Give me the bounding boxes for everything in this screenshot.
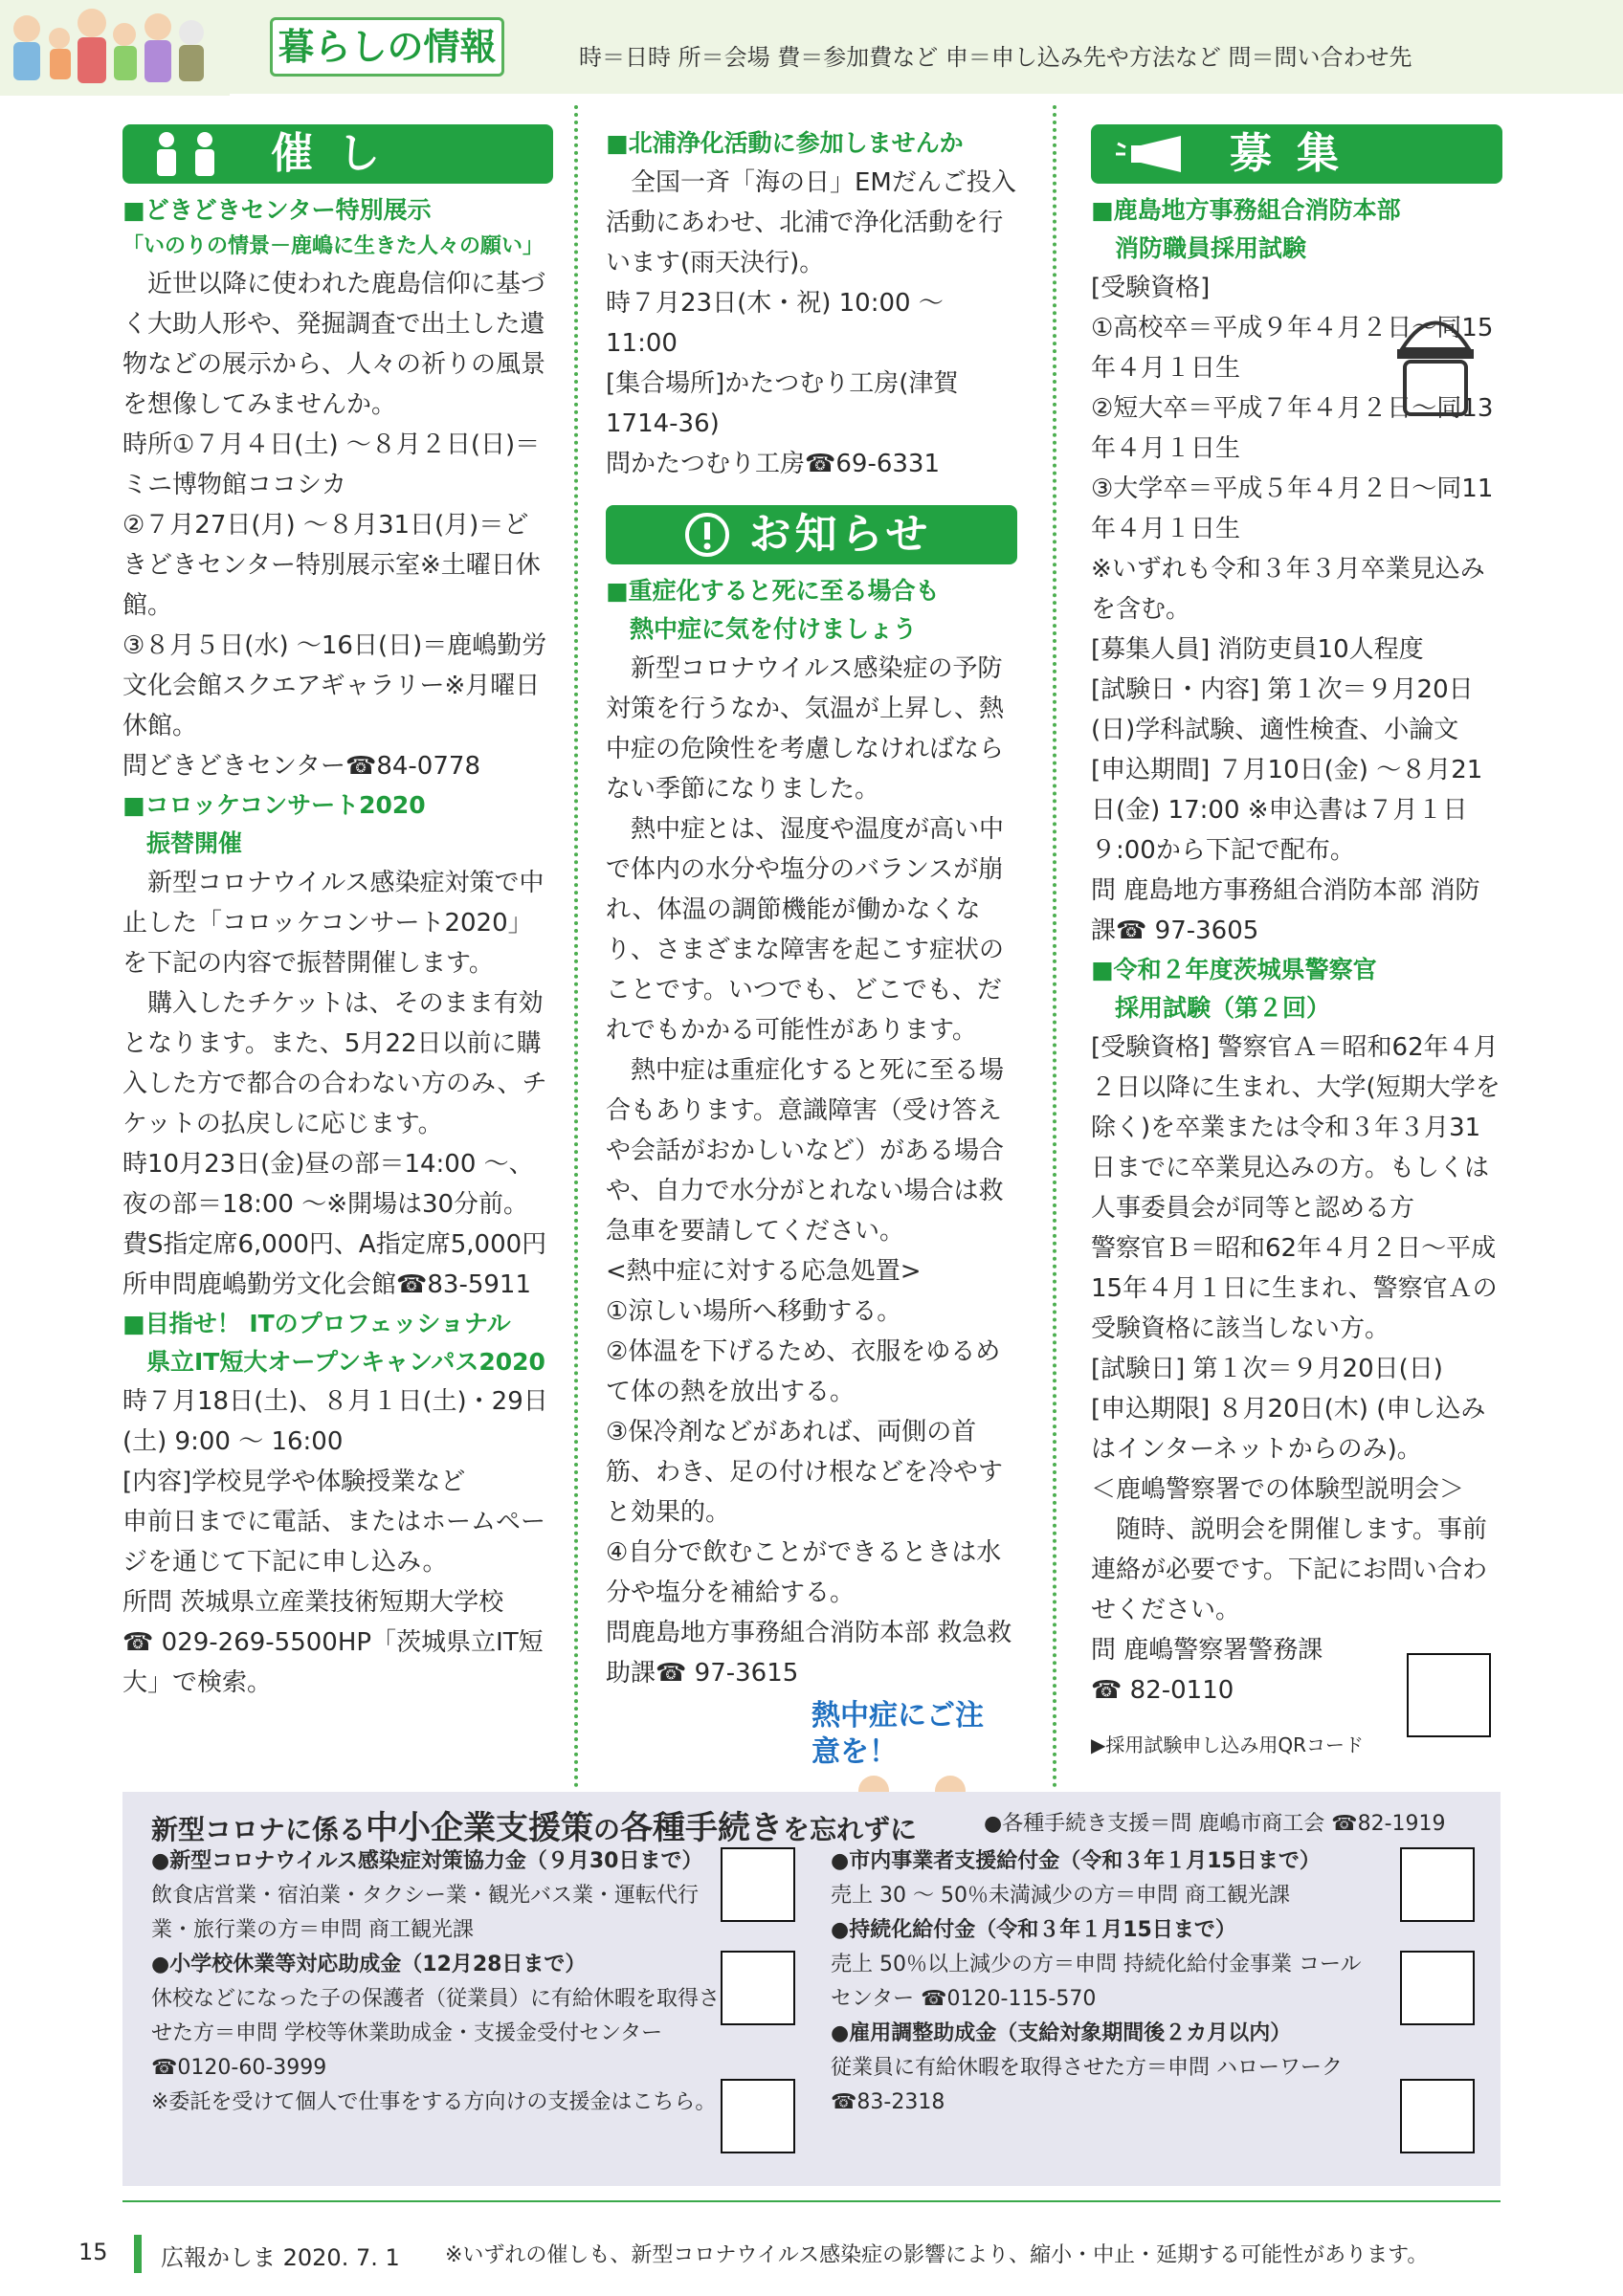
- text-line: [内容]学校見学や体験授業など: [122, 1468, 466, 1496]
- qr-code[interactable]: [721, 2079, 795, 2153]
- text-line: ☎ 029-269-5500HP「茨城県立IT短大」で検索。: [122, 1628, 544, 1697]
- support-item-text: 売上 30 ～ 50％未満減少の方＝申問 商工観光課: [831, 1884, 1290, 1908]
- text-line: 時所①７月４日(土) ～８月２日(日)＝ミニ博物館ココシカ: [122, 430, 541, 499]
- text-line: 問かたつむり工房☎69-6331: [606, 450, 941, 478]
- people-icon: [145, 130, 232, 178]
- text-line: 新型コロナウイルス感染症対策で中止した「コロッケコンサート2020」を下記の内容で振替開催します。: [122, 869, 545, 978]
- text-line: 所問 茨城県立産業技術短期大学校: [122, 1588, 504, 1617]
- support-item-title: ●持続化給付金（令和３年１月15日まで）: [831, 1918, 1236, 1942]
- text-line: [受験資格] 警察官Ａ＝昭和62年４月２日以降に生まれ、大学(短期大学を除く)を卒業または令和３年３月31日までに卒業見込みの方。もしくは人事委員会が同等と認める方: [1091, 1033, 1501, 1223]
- text-line: ④自分で飲むことができるときは水分や塩分を補給する。: [606, 1538, 1002, 1607]
- text-line: 申前日までに電話、またはホームページを通じて下記に申し込み。: [122, 1508, 546, 1577]
- text-line: 随時、説明会を開催します。事前連絡が必要です。下記にお問い合わせください。: [1091, 1515, 1487, 1624]
- item-heading: ■重症化すると死に至る場合も: [606, 577, 940, 605]
- events-content: [122, 191, 553, 1703]
- qr-code[interactable]: [721, 1951, 795, 2025]
- qr-code[interactable]: [1400, 1847, 1475, 1922]
- support-right-list: [831, 1844, 1367, 2120]
- text-line: [申込期限] ８月20日(木) (申し込みはインターネットからのみ)。: [1091, 1395, 1486, 1464]
- text-line: 問鹿島地方事務組合消防本部 救急救助課☎ 97-3615: [606, 1619, 1012, 1688]
- heatstroke-caution-text: 熱中症にご注意を！: [812, 1699, 984, 1769]
- text-line: ③８月５日(水) ～16日(日)＝鹿嶋勤労文化会館スクエアギャラリー※月曜日休館。: [122, 631, 547, 740]
- text-line: 問 鹿嶋警察署警務課: [1091, 1636, 1323, 1665]
- cleanup-event: [606, 124, 1017, 484]
- support-item-text: 飲食店営業・宿泊業・タクシー業・観光バス業・運転代行業・旅行業の方＝申問 商工観光課: [151, 1884, 700, 1942]
- text-line: 近世以降に使われた鹿島信仰に基づく大助人形や、発掘調査で出土した遺物などの展示から、人々の祈りの風景を想像してみませんか。: [122, 270, 546, 419]
- support-item-text: 休校などになった子の保護者（従業員）に有給休暇を取得させた方＝申問 学校等休業助成金・支援金受付センター☎0120-60-3999: [151, 1987, 721, 2080]
- text-line: ※いずれも令和３年３月卒業見込みを含む。: [1091, 555, 1485, 624]
- text-line: 購入したチケットは、そのまま有効となります。また、5月22日以前に購入した方で都合の合わない方のみ、チケットの払戻しに応じます。: [122, 989, 547, 1138]
- text-line: 時10月23日(金)昼の部＝14:00 ～、夜の部＝18:00 ～※開場は30分前。: [122, 1150, 534, 1219]
- text-line: 熱中症とは、湿度や温度が高い中で体内の水分や塩分のバランスが崩れ、体温の調節機能が働かなくなり、さまざまな障害を起こす症状のことです。いつでも、どこでも、だれでもかかる可能性があります。: [606, 815, 1005, 1045]
- text-line: [試験日・内容] 第１次＝９月20日(日)学科試験、適性検査、小論文: [1091, 675, 1474, 744]
- events-banner-label: 催し: [271, 129, 405, 178]
- firefighter-helmet-icon: [1388, 297, 1483, 421]
- text-line: ③大学卒＝平成５年４月２日～同11年４月１日生: [1091, 475, 1494, 543]
- text-line: 問どきどきセンター☎84-0778: [122, 752, 480, 781]
- text-line: ③保冷剤などがあれば、両側の首筋、わき、足の付け根などを冷やすと効果的。: [606, 1418, 1003, 1527]
- qr-code[interactable]: [721, 1847, 795, 1922]
- qr-area: [1091, 1711, 1502, 1787]
- text-line: 所申問鹿嶋勤労文化会館☎83-5911: [122, 1270, 532, 1299]
- item-heading: 熱中症に気を付けましょう: [606, 615, 918, 643]
- qr-code[interactable]: [1400, 2079, 1475, 2153]
- text-line: [試験日] 第１次＝９月20日(日): [1091, 1355, 1443, 1383]
- support-contact: ●各種手続き支援＝問 鹿嶋市商工会 ☎82-1919: [984, 1812, 1446, 1836]
- recruitment-qr-code[interactable]: [1407, 1653, 1491, 1737]
- support-item-title: ●小学校休業等対応助成金（12月28日まで）: [151, 1953, 587, 1976]
- qr-code[interactable]: [1400, 1951, 1475, 2025]
- item-heading: 消防職員採用試験: [1091, 234, 1307, 262]
- column-divider: [574, 105, 578, 1789]
- recruitment-column: [1091, 124, 1502, 1787]
- abbreviation-legend: 時＝日時 所＝会場 費＝参加費など 申＝申し込み先や方法など 問＝問い合わせ先: [579, 44, 1412, 71]
- column-divider: [1053, 105, 1056, 1789]
- support-heading: 新型コロナに係る中小企業支援策の各種手続きを忘れずに: [151, 1809, 918, 1847]
- text-line: ②短大卒＝平成７年４月２日～同13年４月１日生: [1091, 394, 1494, 463]
- item-heading: 採用試験（第２回）: [1091, 994, 1331, 1022]
- text-line: 警察官Ｂ＝昭和62年４月２日～平成15年４月１日に生まれ、警察官Ａの受験資格に該当しない方。: [1091, 1234, 1498, 1343]
- text-line: [申込期間] ７月10日(金) ～８月21日(金) 17:00 ※申込書は７月１日９:00から下記で配布。: [1091, 756, 1483, 865]
- text-line: [募集人員] 消防吏員10人程度: [1091, 635, 1424, 664]
- events-banner: [122, 124, 553, 184]
- recruitment-banner-label: 募集: [1230, 129, 1364, 178]
- support-item-text: ※委託を受けて個人で仕事をする方向けの支援金はこちら。: [151, 2090, 717, 2114]
- item-heading: 県立IT短大オープンキャンパス2020: [122, 1348, 545, 1376]
- text-line: 熱中症は重症化すると死に至る場合もあります。意識障害（受け答えや会話がおかしいなど）がある場合や、自力で水分がとれない場合は救急車を要請してください。: [606, 1056, 1005, 1246]
- item-heading: ■鹿島地方事務組合消防本部: [1091, 196, 1401, 224]
- recruitment-banner: [1091, 124, 1502, 184]
- item-heading: ■北浦浄化活動に参加しませんか: [606, 129, 964, 157]
- text-line: [受験資格]: [1091, 274, 1211, 302]
- qr-caption: ▶採用試験申し込み用QRコード: [1091, 1733, 1365, 1756]
- text-line: <熱中症に対する応急処置>: [606, 1257, 922, 1286]
- item-heading: ■コロッケコンサート2020: [122, 791, 426, 819]
- events-column: [122, 124, 553, 1703]
- support-item-title: ●市内事業者支援給付金（令和３年１月15日まで）: [831, 1849, 1321, 1873]
- text-line: 費S指定席6,000円、A指定席5,000円: [122, 1230, 547, 1259]
- item-heading: ■令和２年度茨城県警察官: [1091, 956, 1377, 983]
- publication-name: 広報かしま 2020. 7. 1: [161, 2244, 400, 2271]
- text-line: 新型コロナウイルス感染症の予防対策を行うなか、気温が上昇し、熱中症の危険性を考慮しなければならない季節になりました。: [606, 654, 1005, 804]
- text-line: ①涼しい場所へ移動する。: [606, 1297, 902, 1326]
- section-title: 暮らしの情報: [270, 17, 504, 77]
- support-left-list: [151, 1844, 725, 2120]
- support-item-text: 売上 50％以上減少の方＝申問 持続化給付金事業 コールセンター ☎0120-115-570: [831, 1953, 1362, 2011]
- item-heading: ■目指せ！ ITのプロフェッショナル: [122, 1310, 511, 1337]
- page-number: 15: [78, 2239, 108, 2265]
- text-line: 全国一斉「海の日」EMだんご投入活動にあわせ、北浦で浄化活動を行います(雨天決行)。: [606, 168, 1016, 277]
- text-line: ②体温を下げるため、衣服をゆるめて体の熱を放出する。: [606, 1337, 1001, 1406]
- text-line: ①高校卒＝平成９年４月２日～同15年４月１日生: [1091, 314, 1494, 383]
- footer-accent: [134, 2235, 142, 2273]
- support-item-title: ●新型コロナウイルス感染症対策協力金（９月30日まで）: [151, 1849, 703, 1873]
- item-heading: ■どきどきセンター特別展示: [122, 196, 432, 224]
- text-line: ②７月27日(月) ～８月31日(月)＝どきどきセンター特別展示室※土曜日休館。: [122, 511, 541, 620]
- support-item-title: ●雇用調整助成金（支給対象期間後２カ月以内）: [831, 2021, 1292, 2045]
- notices-content: [606, 572, 1017, 1693]
- text-line: ＜鹿嶋警察署での体験型説明会＞: [1091, 1475, 1465, 1504]
- text-line: [集合場所]かたつむり工房(津賀1714-36): [606, 369, 959, 438]
- text-line: 時７月18日(土)、８月１日(土)・29日(土) 9:00 ～ 16:00: [122, 1387, 548, 1456]
- family-illustration-icon: [0, 0, 230, 96]
- megaphone-icon: [1114, 130, 1200, 178]
- notices-banner-label: お知らせ: [748, 510, 932, 559]
- page-header: [0, 0, 1623, 94]
- notices-column: [606, 124, 1017, 1866]
- notices-banner: [606, 505, 1017, 564]
- business-support-box: [122, 1792, 1501, 2186]
- text-line: 問 鹿島地方事務組合消防本部 消防課☎ 97-3605: [1091, 876, 1480, 945]
- footer-note: ※いずれの催しも、新型コロナウイルス感染症の影響により、縮小・中止・延期する可能性があります。: [445, 2243, 1429, 2267]
- text-line: ☎ 82-0110: [1091, 1676, 1234, 1705]
- item-heading: 「いのりの情景－鹿嶋に生きた人々の願い」: [122, 234, 545, 258]
- item-heading: 振替開催: [122, 829, 243, 857]
- footer-rule: [122, 2200, 1501, 2202]
- support-item-text: 従業員に有給休暇を取得させた方＝申問 ハローワーク ☎83-2318: [831, 2056, 1343, 2114]
- exclamation-icon: [682, 511, 732, 559]
- text-line: 時７月23日(木・祝) 10:00 ～ 11:00: [606, 289, 944, 358]
